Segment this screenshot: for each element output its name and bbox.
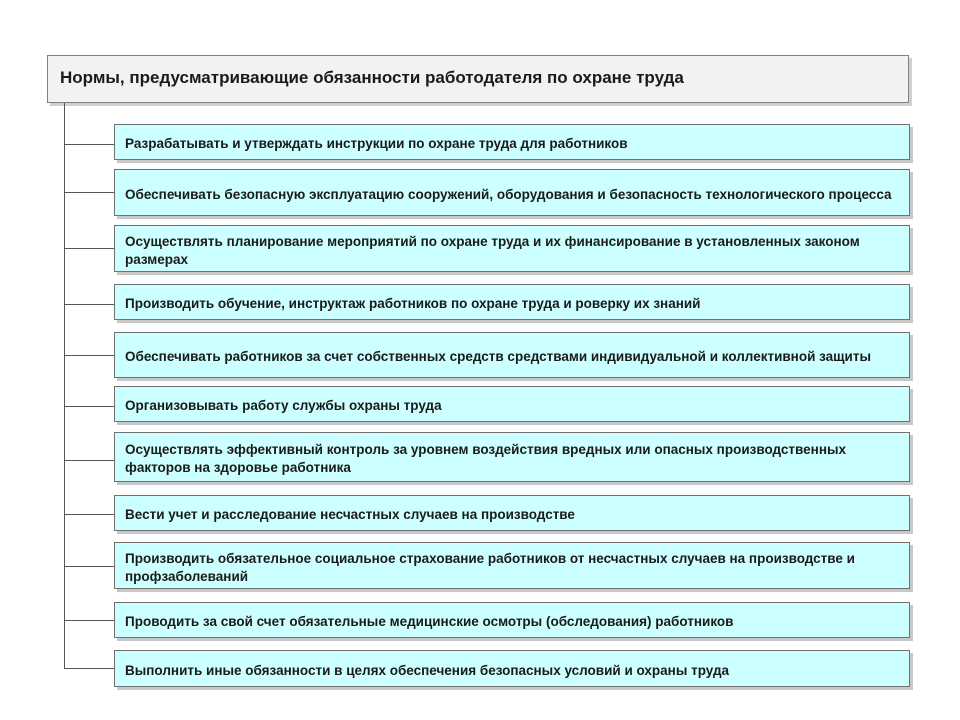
connector-line bbox=[64, 355, 115, 356]
duty-item-accident-records: Вести учет и расследование несчастных случаев на производстве bbox=[114, 495, 910, 531]
connector-line bbox=[64, 248, 115, 249]
connector-line bbox=[64, 406, 115, 407]
connector-line bbox=[64, 566, 115, 567]
duty-item-safety-service: Организовывать работу службы охраны труда bbox=[114, 386, 910, 422]
duty-item-training: Производить обучение, инструктаж работников по охране труда и роверку их знаний bbox=[114, 284, 910, 320]
diagram-title: Нормы, предусматривающие обязанности работодателя по охране труда bbox=[47, 55, 909, 103]
tree-trunk-line bbox=[64, 103, 65, 668]
duty-item-safe-operation: Обеспечивать безопасную эксплуатацию сооружений, оборудования и безопасность технологического процесса bbox=[114, 169, 910, 216]
connector-line bbox=[64, 460, 115, 461]
connector-line bbox=[64, 304, 115, 305]
duty-item-other-duties: Выполнить иные обязанности в целях обеспечения безопасных условий и охраны труда bbox=[114, 650, 910, 687]
duty-item-social-insurance: Производить обязательное социальное страхование работников от несчастных случаев на производстве и профзаболеваний bbox=[114, 542, 910, 589]
duty-item-planning: Осуществлять планирование мероприятий по охране труда и их финансирование в установленных законом размерах bbox=[114, 225, 910, 272]
duty-item-hazard-control: Осуществлять эффективный контроль за уровнем воздействия вредных или опасных производственных факторов на здоровье работника bbox=[114, 432, 910, 482]
duty-item-instructions: Разрабатывать и утверждать инструкции по охране труда для работников bbox=[114, 124, 910, 160]
duty-item-medical-exams: Проводить за свой счет обязательные медицинские осмотры (обследования) работников bbox=[114, 602, 910, 638]
connector-line bbox=[64, 620, 115, 621]
connector-line bbox=[64, 192, 115, 193]
duty-item-protective-equipment: Обеспечивать работников за счет собственных средств средствами индивидуальной и коллективной защиты bbox=[114, 332, 910, 378]
connector-line bbox=[64, 144, 115, 145]
connector-line bbox=[64, 668, 115, 669]
connector-line bbox=[64, 514, 115, 515]
